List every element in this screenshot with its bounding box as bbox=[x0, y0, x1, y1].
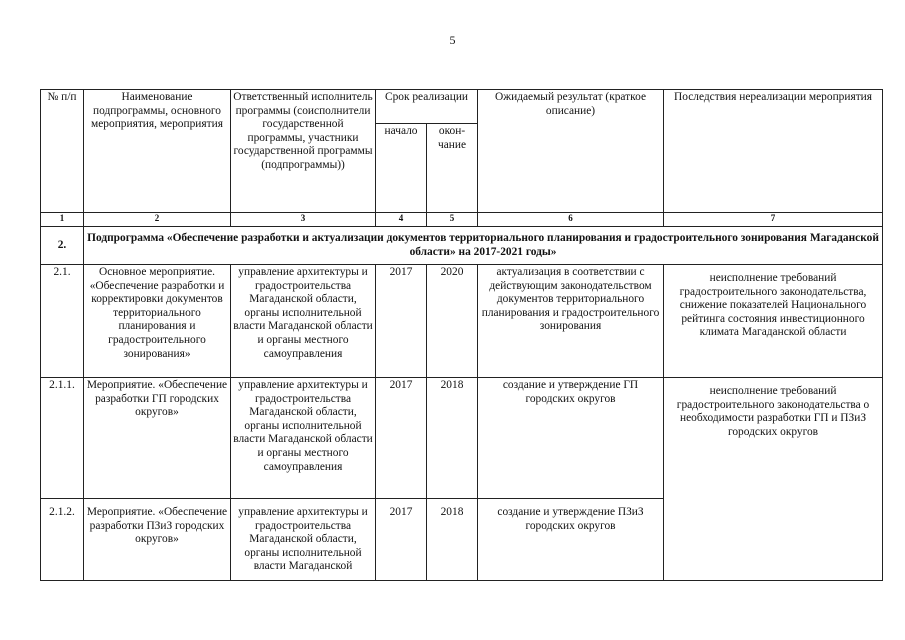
section-title: Подпрограмма «Обеспечение разработки и актуализации документов территориального планирования и градостроительного зонирования Магаданской области» на 2017-2021 годы» bbox=[84, 227, 883, 265]
row-result: создание и утверждение ГП городских округов bbox=[478, 378, 664, 499]
row-start: 2017 bbox=[376, 265, 427, 378]
row-end: 2018 bbox=[427, 499, 478, 581]
section-num: 2. bbox=[41, 227, 84, 265]
page-number: 5 bbox=[449, 33, 456, 47]
row-result: актуализация в соответствии с действующим законодательством документов территориального планирования и градостроительного зонирования bbox=[478, 265, 664, 378]
row-num: 2.1.2. bbox=[41, 499, 84, 581]
section-row bbox=[41, 227, 883, 265]
measures-table bbox=[40, 89, 883, 581]
row-executor: управление архитектуры и градостроительства Магаданской области, органы исполнительной власти Магаданской области и органы местного самоуправления bbox=[231, 378, 376, 499]
column-number: 3 bbox=[231, 213, 376, 227]
row-consequences: неисполнение требований градостроительного законодательства о необходимости разработки ГП и ПЗиЗ городских округов bbox=[664, 378, 883, 581]
column-number: 5 bbox=[427, 213, 478, 227]
column-number: 7 bbox=[664, 213, 883, 227]
column-number: 4 bbox=[376, 213, 427, 227]
row-num: 2.1.1. bbox=[41, 378, 84, 499]
column-numbers-row bbox=[41, 213, 883, 227]
row-end: 2020 bbox=[427, 265, 478, 378]
row-executor: управление архитектуры и градостроительства Магаданской области, органы исполнительной власти Магаданской области и органы местного самоуправления bbox=[231, 265, 376, 378]
row-consequences: неисполнение требований градостроительного законодательства, снижение показателей Национального рейтинга состояния инвестиционного климата Магаданской области bbox=[664, 265, 883, 378]
header-period: Срок реализации bbox=[376, 90, 478, 124]
header-row-1 bbox=[41, 90, 883, 124]
row-executor: управление архитектуры и градостроительства Магаданской области, органы исполнительной власти Магаданской bbox=[231, 499, 376, 581]
column-number: 1 bbox=[41, 213, 84, 227]
header-start: начало bbox=[376, 124, 427, 213]
header-name: Наименование подпрограммы, основного мероприятия, мероприятия bbox=[84, 90, 231, 213]
table-row bbox=[41, 265, 883, 378]
header-result: Ожидаемый результат (краткое описание) bbox=[478, 90, 664, 213]
table-row bbox=[41, 378, 883, 499]
row-result: создание и утверждение ПЗиЗ городских округов bbox=[478, 499, 664, 581]
row-start: 2017 bbox=[376, 378, 427, 499]
row-name: Основное мероприятие. «Обеспечение разработки и корректировки документов территориального планирования и градостроительного зонирования» bbox=[84, 265, 231, 378]
header-consequences: Последствия нереализации мероприятия bbox=[664, 90, 883, 213]
row-name: Мероприятие. «Обеспечение разработки ГП городских округов» bbox=[84, 378, 231, 499]
header-end: окон-чание bbox=[427, 124, 478, 213]
column-number: 6 bbox=[478, 213, 664, 227]
row-num: 2.1. bbox=[41, 265, 84, 378]
row-start: 2017 bbox=[376, 499, 427, 581]
header-num: № п/п bbox=[41, 90, 84, 213]
column-number: 2 bbox=[84, 213, 231, 227]
row-end: 2018 bbox=[427, 378, 478, 499]
row-name: Мероприятие. «Обеспечение разработки ПЗиЗ городских округов» bbox=[84, 499, 231, 581]
header-executor: Ответственный исполнитель программы (соисполнители государственной программы, участники государственной программы (подпрограммы)) bbox=[231, 90, 376, 213]
